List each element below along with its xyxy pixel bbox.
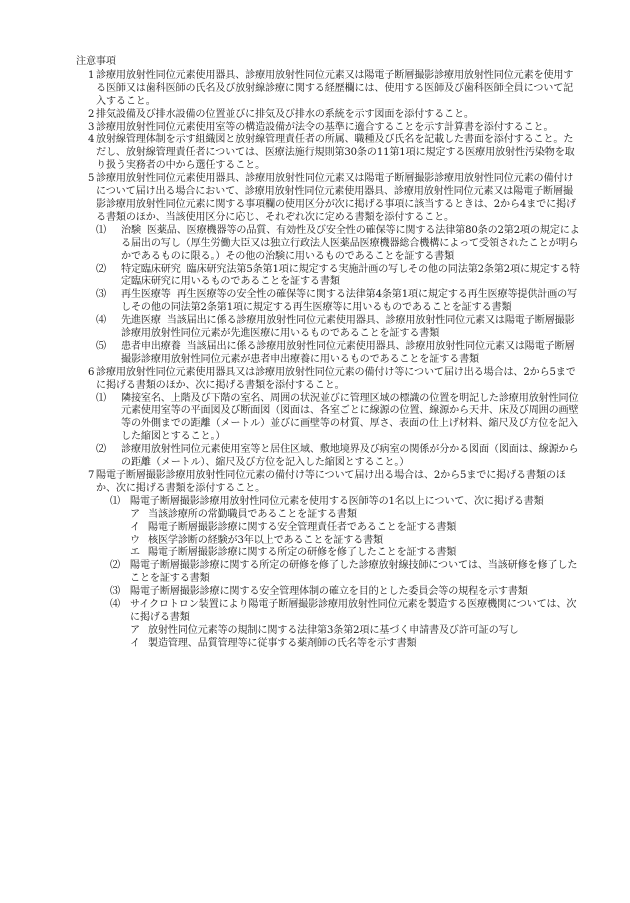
sub-item-number: ⑸: [96, 340, 106, 352]
sub-item-title: 再生医療等: [121, 289, 171, 301]
item-number: 3: [88, 121, 95, 133]
sub-item-title: 患者申出療養: [121, 340, 181, 352]
sub-item: [76, 341, 581, 367]
sub-item: [76, 289, 581, 315]
sub-sub-item: [76, 625, 581, 638]
note-item-4: [76, 134, 581, 173]
item-text: 陽電子断層撮影診療用放射性同位元素の備付け等について届け出る場合は、2から5までに掲げる書類のほか、次に掲げる書類を添付すること。: [96, 470, 566, 494]
sub-sub-item-text: 陽電子断層撮影診療に関する所定の研修を修了したことを証する書類: [148, 547, 457, 559]
sub-sub-item-number: イ: [130, 521, 140, 533]
item-text: 診療用放射性同位元素使用器具、診療用放射性同位元素又は陽電子断層撮影診療用放射性同位元素の備付けについて届け出る場合において、診療用放射性同位元素使用器具、診療用放射性同位元素又は陽電子断層撮影診療用放射性同位元素に関する事項欄の使用区分が次に掲げる事項に該当するときは、2から4までに掲げる書類のほか、当該使用区分に応じ、それぞれ次に定める書類を添付すること。: [96, 173, 576, 223]
sub-sub-item: [76, 547, 581, 560]
sub-item-number: ⑵: [110, 560, 120, 572]
sub-item-text: 当該届出に係る診療用放射性同位元素使用器具、診療用放射性同位元素又は陽電子断層撮影診療用放射性同位元素が患者申出療養に用いるものであることを証する書類: [121, 340, 575, 365]
sub-item-text: 陽電子断層撮影診療に関する所定の研修を修了した診療放射線技師については、当該研修を修了したことを証する書類: [130, 560, 578, 585]
sub-item: [76, 393, 581, 445]
sub-sub-item-number: イ: [130, 637, 140, 649]
sub-sub-item: [76, 535, 581, 548]
note-item-5: [76, 173, 581, 225]
sub-item: [76, 599, 581, 625]
item-number: 5: [88, 173, 95, 185]
sub-item: [76, 315, 581, 341]
sub-sub-item-text: 陽電子断層撮影診療に関する安全管理責任者であることを証する書類: [148, 521, 457, 533]
item-text: 診療用放射性同位元素使用器具又は診療用放射性同位元素の備付け等について届け出る場合は、2から5までに掲げる書類のほか、次に掲げる書類を添付すること。: [96, 366, 576, 391]
sub-item-text: サイクロトロン装置により陽電子断層撮影診療用放射性同位元素を製造する医療機関については、次に掲げる書類: [130, 599, 577, 623]
sub-item-text: 陽電子断層撮影診療に関する安全管理体制の確立を目的とした委員会等の規程を示す書類: [130, 586, 528, 598]
note-item-7: [76, 470, 581, 496]
item-number: 6: [88, 366, 95, 378]
sub-sub-item-number: ウ: [130, 534, 140, 546]
sub-item-title: 特定臨床研究: [121, 263, 181, 275]
sub-item-title: 先進医療: [121, 315, 161, 327]
sub-item-text: 隣接室名、上階及び下階の室名、周囲の状況並びに管理区域の標識の位置を明記した診療用放射性同位元素使用室等の平面図及び断面図（図面は、各室ごとに線源の位置、線源から天井、床及び周囲の画壁等の外側までの距離（メートル）並びに画壁等の材質、厚さ、表面の仕上げ材料、縮尺及び方位を記入した縮図とすること。）: [121, 392, 579, 443]
note-item-3: [76, 122, 581, 135]
sub-item-text: 当該届出に係る診療用放射性同位元素使用器具、診療用放射性同位元素又は陽電子断層撮影診療用放射性同位元素が先進医療に用いるものであることを証する書類: [121, 315, 575, 340]
sub-item-number: ⑵: [96, 263, 106, 275]
sub-item-number: ⑶: [110, 586, 120, 598]
sub-item-number: ⑷: [96, 315, 106, 327]
sub-sub-item-text: 製造管理、品質管理等に従事する薬剤師の氏名等を示す書類: [148, 637, 417, 649]
note-item-2: [76, 109, 581, 122]
sub-item: [76, 496, 581, 509]
note-item-1: [76, 70, 581, 109]
sub-item: [76, 586, 581, 599]
sub-sub-item: [76, 509, 581, 522]
note-item-6: [76, 367, 581, 393]
sub-item-number: ⑷: [110, 599, 120, 611]
sub-item-text: 臨床研究法第5条第1項に規定する実施計画の写しその他の同法第2条第2項に規定する特定臨床研究に用いるものであることを証する書類: [121, 263, 580, 288]
item-text: 診療用放射性同位元素使用室等の構造設備が法令の基準に適合することを示す計算書を添付すること。: [96, 121, 554, 133]
sub-sub-item-text: 当該診療所の常勤職員であることを証する書類: [148, 508, 357, 520]
sub-sub-item-text: 放射性同位元素等の規制に関する法律第3条第2項に基づく申請書及び許可証の写し: [148, 624, 519, 636]
sub-sub-item-text: 核医学診断の経験が3年以上であることを証する書類: [148, 534, 383, 546]
sub-item: [76, 225, 581, 264]
item-text: 診療用放射性同位元素使用器具、診療用放射性同位元素又は陽電子断層撮影診療用放射性同位元素を使用する医師又は歯科医師の氏名及び放射線診療に関する経歴欄には、使用する医師及び歯科医師全員について記入すること。: [96, 69, 574, 107]
sub-item-number: ⑵: [96, 444, 106, 456]
sub-item-number: ⑴: [110, 495, 120, 507]
sub-item-text: 再生医療等の安全性の確保等に関する法律第4条第1項に規定する再生医療等提供計画の写しその他の同法第2条第1項に規定する再生医療等に用いるものであることを証する書類: [121, 289, 578, 314]
notes-document: [76, 56, 581, 651]
sub-item-number: ⑴: [96, 392, 106, 404]
sub-item: [76, 444, 581, 470]
notes-heading: 注意事項: [76, 56, 116, 67]
item-number: 7: [88, 470, 95, 481]
sub-sub-item-number: ア: [130, 508, 140, 520]
sub-item-number: ⑴: [96, 224, 106, 236]
sub-sub-item: [76, 522, 581, 535]
sub-item-text: 医薬品、医療機器等の品質、有効性及び安全性の確保等に関する法律第80条の2第2項の規定による届出の写し（厚生労働大臣又は独立行政法人医薬品医療機器総合機構によって受領されたことが明らかであるものに限る。）その他の治験に用いるものであることを証する書類: [121, 224, 580, 262]
sub-sub-item-number: エ: [130, 547, 140, 559]
sub-sub-item-number: ア: [130, 624, 140, 636]
sub-item: [76, 264, 581, 290]
sub-item-text: 診療用放射性同位元素使用室等と居住区域、敷地境界及び病室の関係が分かる図面（図面は、線源からの距離（メートル）、縮尺及び方位を記入した縮図とすること。）: [121, 444, 579, 469]
item-text: 放射線管理体制を示す組織図と放射線管理責任者の所属、職種及び氏名を記載した書面を添付すること。ただし、放射線管理責任者については、医療法施行規則第30条の11第1項に規定する医療用放射性汚染物を取り扱う実務者の中から選任すること。: [96, 134, 575, 172]
item-number: 2: [88, 108, 95, 120]
sub-sub-item: [76, 638, 581, 651]
sub-item-text: 陽電子断層撮影診療用放射性同位元素を使用する医師等の1名以上について、次に掲げる書類: [130, 495, 544, 507]
sub-item: [76, 560, 581, 586]
item-text: 排気設備及び排水設備の位置並びに排気及び排水の系統を示す図面を添付すること。: [96, 108, 474, 120]
sub-item-title: 治験: [121, 224, 141, 236]
sub-item-number: ⑶: [96, 289, 106, 301]
item-number: 1: [88, 69, 95, 81]
item-number: 4: [88, 134, 95, 146]
